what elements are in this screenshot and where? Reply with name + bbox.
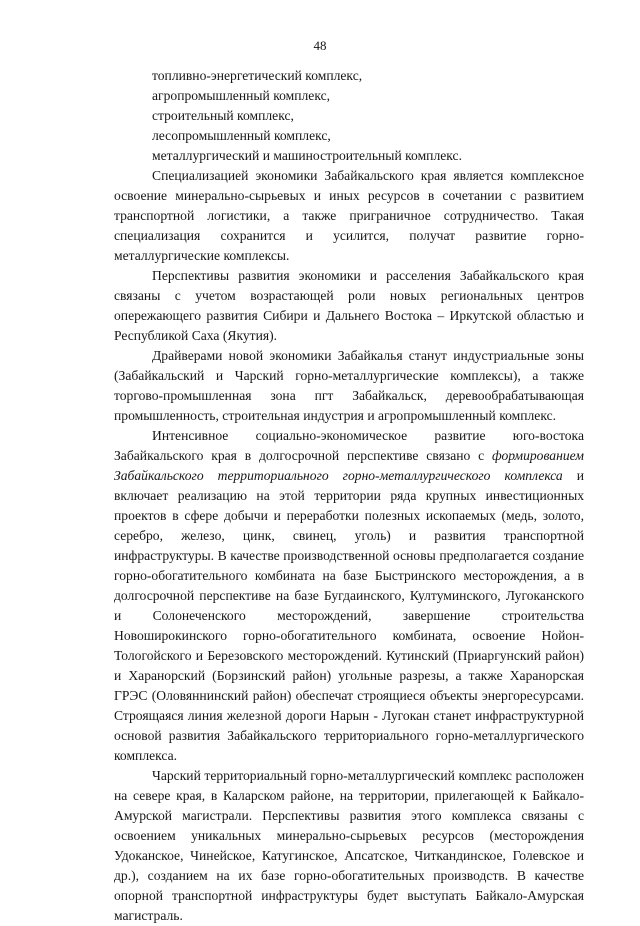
paragraph-southeast-development xyxy=(114,426,584,766)
list-item: лесопромышленный комплекс, xyxy=(152,128,331,143)
paragraph-prospects: Перспективы развития экономики и расселения Забайкальского края связаны с учетом возрастающей роли новых региональных центров опережающего развития Сибири и Дальнего Востока – Иркутской областью и Республикой Саха (Якутия). xyxy=(114,268,584,343)
list-item: агропромышленный комплекс, xyxy=(152,88,331,103)
document-body xyxy=(114,66,584,926)
list-item: строительный комплекс, xyxy=(152,108,294,123)
list-item: топливно-энергетический комплекс, xyxy=(152,68,363,83)
paragraph-chara-complex: Чарский территориальный горно-металлургический комплекс расположен на севере края, в Каларском районе, на территории, прилегающей к Байкало-Амурской магистрали. Перспективы развития этого комплекса связаны с освоением уникальных минерально-сырьевых ресурсов (месторождения Удоканское, Чинейское, Катугинское, Апсатское, Читкандинское, Голевское и др.), созданием на их базе горно-обогатительных производств. В качестве опорной транспортной инфраструктуры будет выступать Байкало-Амурская магистраль. xyxy=(114,768,584,923)
paragraph-specialization: Специализацией экономики Забайкальского края является комплексное освоение минерально-сырьевых и иных ресурсов в сочетании с развитием транспортной логистики, а также приграничное сотрудничество. Такая специализация сохранится и усилится, получат развитие горно-металлургические комплексы. xyxy=(114,168,584,263)
emphasized-text: формированием Забайкальского территориального горно-металлургического комплекса xyxy=(114,448,584,483)
page-number: 48 xyxy=(313,38,327,53)
list-item: металлургический и машиностроительный комплекс. xyxy=(152,148,462,163)
paragraph-drivers: Драйверами новой экономики Забайкалья станут индустриальные зоны (Забайкальский и Чарский горно-металлургические комплексы), а также торгово-промышленная зона пгт Забайкальск, деревообрабатывающая промышленность, строительная индустрия и агропромышленный комплекс. xyxy=(114,348,584,423)
paragraph-text: и включает реализацию на этой территории ряда крупных инвестиционных проектов в сфере добычи и переработки полезных ископаемых (медь, золото, серебро, железо, цинк, свинец, уголь) и развития транспортной инфраструктуры. В качестве производственной основы предполагается создание горно-обогатительного комбината на базе Быстринского месторождения, а в долгосрочной перспективе на базе Бугдаинского, Култуминского, Лугоканского и Солонеченского месторождений, завершение строительства Новоширокинского горно-обогатительного комбината, освоение Нойон-Тологойского и Березовского месторождений. Кутинский (Приаргунский район) и Харанорский (Борзинский район) угольные разрезы, а также Харанорская ГРЭС (Оловяннинский район) обеспечат строящиеся объекты энергоресурсами. Строящаяся линия железной дороги Нарын - Лугокан станет инфраструктурной основой развития Забайкальского территориального горно-металлургического комплекса. xyxy=(114,468,584,763)
paragraph-text: Интенсивное социально-экономическое развитие юго-востока Забайкальского края в долгосрочной перспективе связано с xyxy=(114,428,584,463)
